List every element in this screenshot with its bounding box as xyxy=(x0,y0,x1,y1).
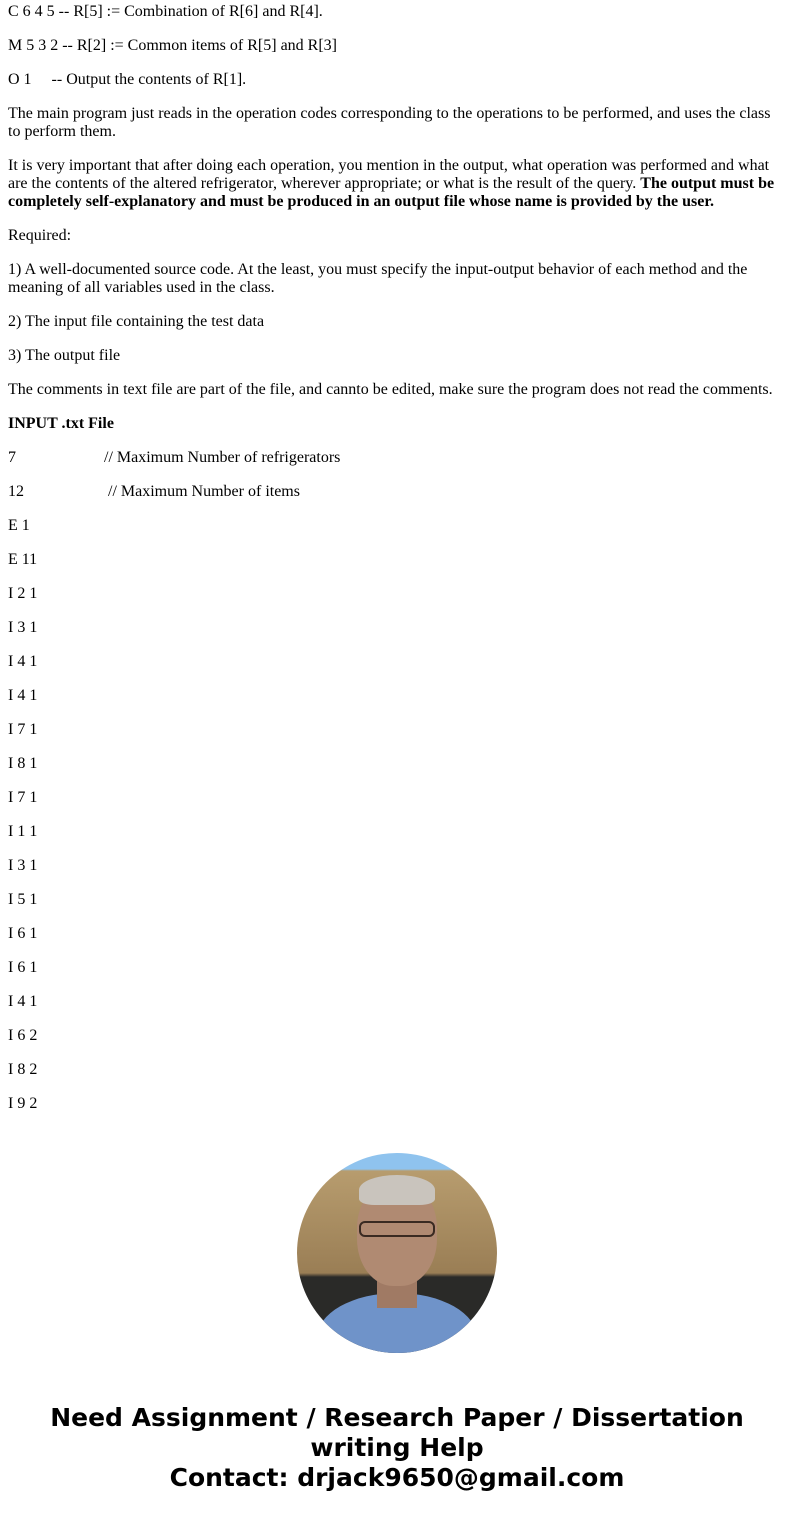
input-line: I 2 1 xyxy=(8,585,38,602)
input-line: I 6 2 xyxy=(8,1027,38,1044)
input-line: I 9 2 xyxy=(8,1095,38,1112)
document-body xyxy=(8,0,778,1129)
important-paragraph xyxy=(8,157,778,211)
footer-line-2: writing Help xyxy=(310,1433,484,1462)
input-line: E 11 xyxy=(8,551,38,568)
header-comment: // Maximum Number of items xyxy=(108,483,300,500)
header-comment: // Maximum Number of refrigerators xyxy=(104,449,341,466)
comments-note: The comments in text file are part of the file, and cannto be edited, make sure the program does not read the comments. xyxy=(8,381,773,398)
input-line: I 5 1 xyxy=(8,891,38,908)
author-photo xyxy=(297,1153,497,1353)
input-header-line xyxy=(8,449,778,467)
input-line: I 8 1 xyxy=(8,755,38,772)
input-line: E 1 xyxy=(8,517,30,534)
requirement-3: 3) The output file xyxy=(8,347,121,364)
important-text: It is very important that after doing each operation, you mention in the output, what operation was performed and what are the contents of the altered refrigerator, wherever appropriate; or what is the result of the query. xyxy=(8,157,770,192)
input-line: I 6 1 xyxy=(8,925,38,942)
footer-contact[interactable]: Contact: drjack9650@gmail.com xyxy=(169,1463,625,1492)
input-line: I 3 1 xyxy=(8,619,38,636)
footer-line-1: Need Assignment / Research Paper / Dissertation xyxy=(50,1403,744,1432)
input-line: I 8 2 xyxy=(8,1061,38,1078)
input-line: I 6 1 xyxy=(8,959,38,976)
op-line: M 5 3 2 -- R[2] := Common items of R[5] and R[3] xyxy=(8,37,337,54)
input-heading xyxy=(8,415,778,433)
input-line: I 3 1 xyxy=(8,857,38,874)
important-bold-text: The output must be completely self-explanatory and must be produced in an output file whose name is provided by the user. xyxy=(8,175,775,210)
input-lines xyxy=(8,517,778,1113)
op-line: C 6 4 5 -- R[5] := Combination of R[6] and R[4]. xyxy=(8,3,323,20)
header-value: 12 xyxy=(8,483,24,500)
requirement-2: 2) The input file containing the test data xyxy=(8,313,265,330)
main-program-paragraph: The main program just reads in the operation codes corresponding to the operations to be performed, and uses the class to perform them. xyxy=(8,105,771,140)
requirement-1: 1) A well-documented source code. At the least, you must specify the input-output behavior of each method and the meaning of all variables used in the class. xyxy=(8,261,748,296)
op-line: O 1 -- Output the contents of R[1]. xyxy=(8,71,247,88)
input-heading-text: INPUT .txt File xyxy=(8,415,114,432)
input-line: I 4 1 xyxy=(8,653,38,670)
required-label: Required: xyxy=(8,227,72,244)
input-line: I 4 1 xyxy=(8,687,38,704)
input-line: I 1 1 xyxy=(8,823,38,840)
footer-banner xyxy=(0,1403,794,1493)
input-header-line xyxy=(8,483,778,501)
input-line: I 4 1 xyxy=(8,993,38,1010)
header-value: 7 xyxy=(8,449,16,466)
input-line: I 7 1 xyxy=(8,789,38,806)
input-line: I 7 1 xyxy=(8,721,38,738)
